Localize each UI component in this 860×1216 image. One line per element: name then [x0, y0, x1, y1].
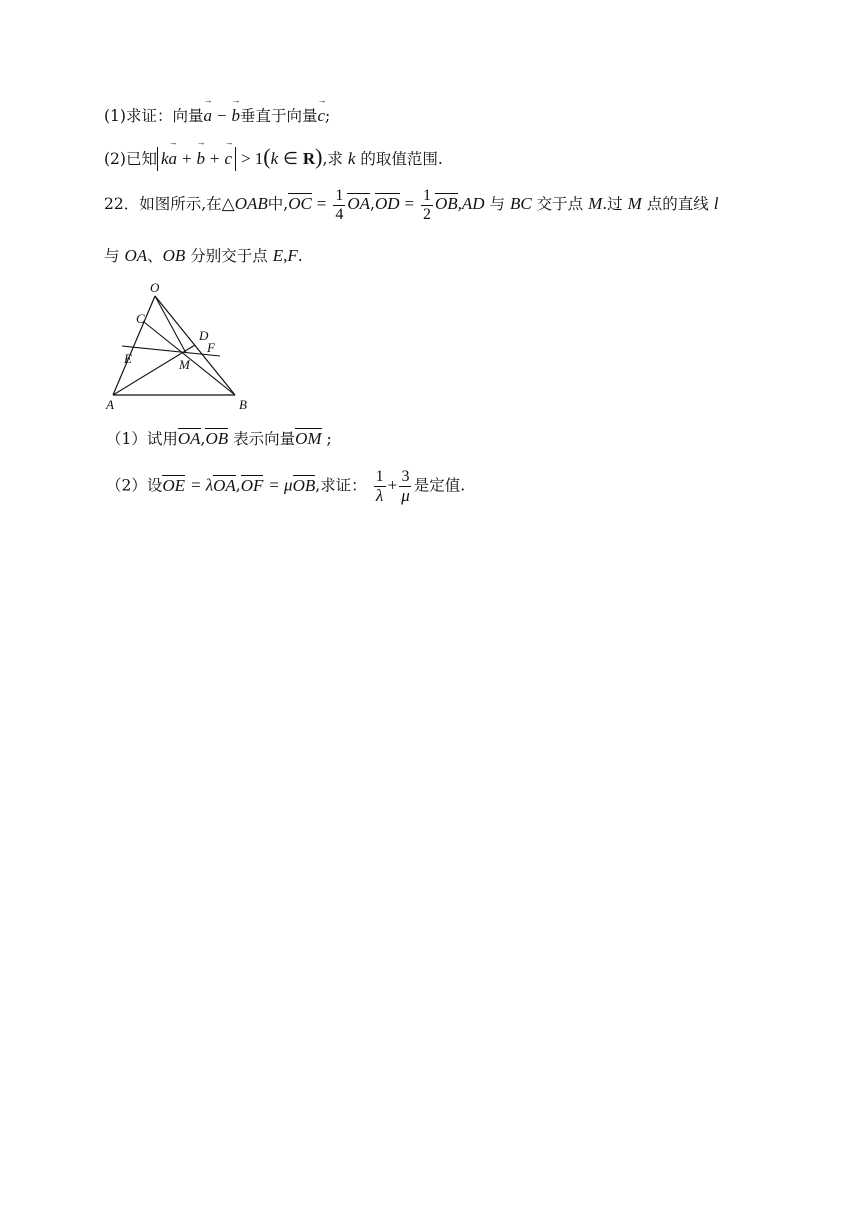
vector-b-2: → b — [196, 147, 205, 171]
greater-than-one: > 1 — [240, 149, 264, 168]
q2-frac2-denominator: μ — [401, 485, 410, 505]
minus-sign: − — [216, 106, 227, 125]
part2-prefix: (2)已知 — [104, 150, 157, 168]
plus-sign-2: + — [209, 149, 220, 168]
q1-mid: 表示向量 — [233, 430, 296, 448]
paren-close: ) — [315, 144, 323, 169]
part2-tail: 的取值范围. — [360, 150, 443, 168]
segment-BC: BC — [509, 194, 532, 214]
vector-OC: OC — [288, 194, 312, 214]
vector-OB: OB — [434, 194, 458, 214]
part1-end: ; — [325, 107, 331, 125]
zhong-text: 中, — [267, 195, 289, 214]
fraction-one-over-lambda — [374, 468, 386, 505]
triangle-symbol: △ — [221, 194, 235, 214]
q1-prefix: （1）试用 — [106, 430, 178, 448]
side-OA — [113, 296, 155, 395]
vector-a-2: → a — [169, 147, 178, 171]
label-E: E — [124, 351, 132, 366]
label-B: B — [239, 397, 247, 412]
vector-OA: OA — [347, 194, 370, 214]
segment-OM-line — [155, 296, 186, 353]
q2-eq-mu: = μ — [268, 475, 293, 495]
period: . — [297, 247, 303, 265]
vector-a: → a — [203, 106, 212, 126]
q2-plus: + — [387, 475, 398, 495]
q1-vector-OM: OM — [295, 429, 322, 448]
point-M: M — [588, 194, 603, 214]
point-M-2: M — [627, 194, 642, 214]
k-var-3: k — [347, 149, 356, 168]
label-A: A — [106, 397, 114, 412]
vector-OD: OD — [374, 194, 400, 214]
problem21-part1 — [104, 104, 330, 126]
problem22-line2 — [104, 244, 303, 266]
q1-vector-OA: OA — [177, 429, 201, 448]
q2-frac1-numerator: 1 — [375, 468, 384, 485]
comma: , — [370, 195, 375, 214]
q2-end: 是定值. — [413, 476, 466, 495]
frac1-denominator: 4 — [335, 205, 344, 223]
OA-text: OA — [124, 246, 148, 265]
part1-prefix: (1)求证：向量 — [104, 107, 204, 125]
dian-zhixian-text: 点的直线 — [646, 195, 709, 214]
fraction-one-quarter — [333, 187, 345, 223]
q2-vector-OB: OB — [292, 475, 316, 495]
line-l: l — [713, 194, 719, 214]
real-set: R — [302, 149, 316, 168]
fraction-three-over-mu — [399, 468, 412, 505]
q2-vector-OE: OE — [162, 475, 186, 495]
label-O: O — [150, 280, 160, 295]
frac1-numerator: 1 — [335, 187, 344, 204]
line-l-drawn — [122, 346, 220, 356]
problem22-intro: 如图所示,在 — [139, 195, 222, 214]
problem22-question2 — [106, 468, 465, 505]
k-var: k — [160, 149, 169, 168]
line2-start: 与 — [104, 247, 120, 265]
segment-AD: ,AD — [457, 194, 485, 214]
fraction-one-half — [421, 187, 433, 223]
element-of: ∈ — [283, 149, 298, 168]
problem22-question1 — [106, 427, 332, 449]
OB-text: OB — [162, 246, 186, 265]
triangle-diagram — [100, 278, 260, 414]
absolute-value-expression — [157, 147, 236, 171]
q2-vector-OF: OF — [240, 475, 264, 495]
vector-b: → b — [231, 106, 240, 126]
k-var-2: k — [270, 149, 279, 168]
equals-sign-2: = — [404, 194, 415, 214]
plus-sign: + — [181, 149, 192, 168]
equals-sign: = — [316, 194, 327, 214]
label-C: C — [136, 311, 145, 326]
problem22-line1 — [104, 187, 718, 223]
problem21-part2 — [104, 144, 443, 171]
part2-end: ,求 — [322, 150, 343, 168]
q2-prove: ,求证： — [315, 476, 367, 495]
guo-text: .过 — [602, 195, 623, 214]
part1-mid: 垂直于向量 — [239, 107, 318, 125]
label-M: M — [179, 357, 190, 372]
q2-eq-lambda: = λ — [189, 475, 214, 495]
jiaoyu-text: 交于点 — [536, 195, 584, 214]
fenbie-text: 分别交于点 — [190, 247, 268, 265]
triangle-OAB: OAB — [234, 194, 268, 214]
frac2-numerator: 1 — [422, 187, 431, 204]
q2-frac2-numerator: 3 — [401, 468, 410, 485]
points-EF: E,F — [272, 246, 298, 265]
paren-open: ( — [263, 144, 271, 169]
q1-comma: , — [200, 430, 206, 448]
vector-c-2: → c — [224, 147, 232, 171]
problem22-number: 22． — [104, 195, 140, 214]
q2-prefix: （2）设 — [106, 476, 163, 495]
q2-comma: , — [235, 476, 241, 495]
q2-vector-OA: OA — [213, 475, 236, 495]
yu-text: 与 — [489, 195, 506, 214]
label-F: F — [207, 340, 215, 355]
q1-end: ; — [326, 430, 332, 448]
q2-frac1-denominator: λ — [375, 485, 384, 505]
label-D: D — [199, 328, 209, 343]
q1-vector-OB: OB — [205, 429, 229, 448]
dun-sign: 、 — [147, 247, 163, 265]
frac2-denominator: 2 — [422, 205, 431, 223]
vector-c: → c — [317, 106, 325, 126]
